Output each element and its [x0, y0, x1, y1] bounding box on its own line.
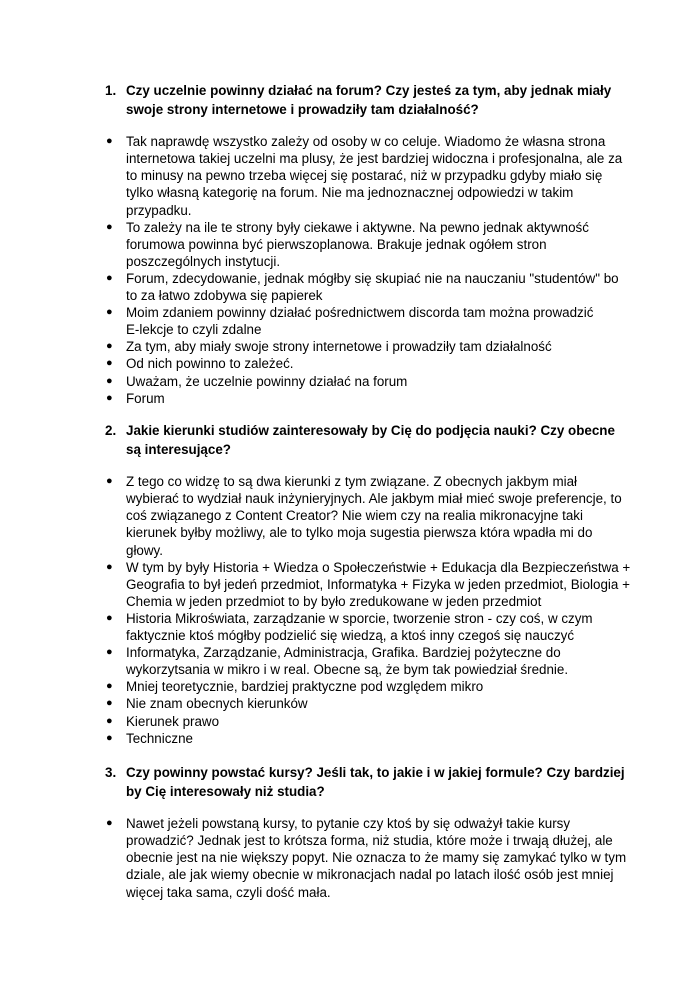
list-item [0, 338, 698, 355]
answer-line: więcej taka sama, czyli dość mała. [126, 884, 331, 900]
section-3 [0, 764, 698, 901]
answer-line: Moim zdaniem powinny działać pośrednictwem discorda tam można prowadzić [126, 305, 594, 321]
answer-line: To zależy na ile te strony były ciekawe i aktywne. Na pewno jednak aktywność [126, 219, 589, 235]
answer-line: Od nich powinno to zależeć. [126, 356, 294, 372]
answer-list [0, 473, 698, 747]
bullet-icon: ● [106, 680, 113, 693]
list-item [0, 133, 698, 218]
list-item [0, 355, 698, 372]
bullet-icon: ● [106, 475, 113, 488]
question-heading [0, 422, 698, 459]
answer-line: Chemia w jeden przedmiot to by było zredukowane w jeden przedmiot [126, 593, 542, 609]
bullet-icon: ● [106, 391, 113, 404]
list-item [0, 390, 698, 407]
list-item [0, 678, 698, 695]
question-line: swoje strony internetowe i prowadziły tam działalność? [126, 101, 479, 117]
list-item [0, 644, 698, 678]
answer-line: Nawet jeżeli powstaną kursy, to pytanie czy ktoś by się odważył takie kursy [126, 816, 571, 832]
list-item [0, 713, 698, 730]
answer-line: internetowa takiej uczelni ma plusy, że jest bardziej widoczna i profesjonalna, ale za [126, 151, 623, 167]
answer-line: Geografia to był jedeń przedmiot, Informatyka + Fizyka w jeden przedmiot, Biologia + [126, 576, 630, 592]
question-line: by Cię interesowały niż studia? [126, 783, 325, 799]
answer-line: Za tym, aby miały swoje strony internetowe i prowadziły tam działalność [126, 339, 552, 355]
bullet-icon: ● [106, 611, 113, 624]
answer-line: Informatyka, Zarządzanie, Administracja, Grafika. Bardziej pożyteczne do [126, 645, 561, 661]
answer-line: to za łatwo zdobywa się papierek [126, 288, 323, 304]
question-heading [0, 82, 698, 119]
answer-line: faktycznie ktoś mógłby podzielić się wiedzą, a ktoś inny czegoś się nauczyć [126, 628, 575, 644]
question-number: 1. [105, 83, 117, 98]
bullet-icon: ● [106, 271, 113, 284]
answer-line: poszczególnych instytucji. [126, 253, 281, 269]
bullet-icon: ● [106, 731, 113, 744]
question-heading [0, 764, 698, 801]
bullet-icon: ● [106, 714, 113, 727]
answer-line: wybierać to wydział nauk inżynieryjnych. Ale jakbym miał mieć swoje preferencje, to [126, 491, 622, 507]
answer-line: E-lekcje to czyli zdalne [126, 322, 262, 338]
section-1 [0, 82, 698, 407]
bullet-icon: ● [106, 340, 113, 353]
answer-line: tylko własną kategorię na forum. Nie ma jednoznacznej odpowiedzi w takim [126, 185, 574, 201]
answer-line: dziale, ale jak wiemy obecnie w mikronacjach nadal po latach ilość osób jest mniej [126, 867, 614, 883]
question-number: 3. [105, 765, 117, 780]
question-line: Czy uczelnie powinny działać na forum? Czy jesteś za tym, aby jednak miały [126, 83, 612, 98]
answer-line: głowy. [126, 542, 163, 558]
answer-list [0, 815, 698, 900]
bullet-icon: ● [106, 357, 113, 370]
answer-line: Forum [126, 390, 165, 406]
list-item [0, 730, 698, 747]
bullet-icon: ● [106, 306, 113, 319]
bullet-icon: ● [106, 220, 113, 233]
answer-line: Tak naprawdę wszystko zależy od osoby w co celuje. Wiadomo że własna strona [126, 134, 606, 150]
question-line: Jakie kierunki studiów zainteresowały by Cię do podjęcia nauki? Czy obecne [126, 423, 615, 438]
answer-line: W tym by były Historia + Wiedza o Społeczeństwie + Edukacja dla Bezpieczeństwa + [126, 559, 631, 575]
answer-list [0, 133, 698, 407]
answer-line: Forum, zdecydowanie, jednak mógłby się skupiać nie na nauczaniu "studentów" bo [126, 270, 619, 286]
answer-line: Historia Mikroświata, zarządzanie w sporcie, tworzenie stron - czy coś, w czym [126, 610, 593, 626]
list-item [0, 815, 698, 900]
list-item [0, 559, 698, 610]
answer-line: Techniczne [126, 730, 193, 746]
list-item [0, 610, 698, 644]
bullet-icon: ● [106, 135, 113, 148]
answer-line: przypadku. [126, 202, 192, 218]
answer-line: coś związanego z Content Creator? Nie wiem czy na realia mikronacyjne taki [126, 508, 583, 524]
question-number: 2. [105, 423, 117, 438]
list-item [0, 270, 698, 304]
bullet-icon: ● [106, 560, 113, 573]
bullet-icon: ● [106, 374, 113, 387]
answer-line: Uważam, że uczelnie powinny działać na forum [126, 373, 408, 389]
bullet-icon: ● [106, 646, 113, 659]
answer-line: Mniej teoretycznie, bardziej praktyczne pod względem mikro [126, 679, 484, 695]
list-item [0, 373, 698, 390]
list-item [0, 219, 698, 270]
list-item [0, 695, 698, 712]
answer-line: Z tego co widzę to są dwa kierunki z tym związane. Z obecnych jakbym miał [126, 474, 577, 490]
bullet-icon: ● [106, 817, 113, 830]
list-item [0, 304, 698, 338]
answer-line: wykorzytsania w mikro i w real. Obecne są, że bym tak powiedział średnie. [126, 662, 569, 678]
question-line: są interesujące? [126, 441, 231, 457]
answer-line: kierunek byłby możliwy, ale to tylko moja sugestia pierwsza która wpadła mi do [126, 525, 593, 541]
bullet-icon: ● [106, 697, 113, 710]
answer-line: to minusy na pewno trzeba więcej się postarać, niż w przypadku gdyby miało się [126, 168, 603, 184]
list-item [0, 473, 698, 558]
section-2 [0, 422, 698, 747]
question-line: Czy powinny powstać kursy? Jeśli tak, to jakie i w jakiej formule? Czy bardziej [126, 765, 625, 780]
answer-line: prowadzić? Jednak jest to krótsza forma, niż studia, które może i trwają dłużej, ale [126, 833, 613, 849]
answer-line: obecnie jest na nie większy popyt. Nie oznacza to że mamy się zamykać tylko w tym [126, 850, 627, 866]
answer-line: Kierunek prawo [126, 713, 220, 729]
answer-line: forumowa powinna być pierwszoplanowa. Brakuje jednak ogółem stron [126, 236, 547, 252]
answer-line: Nie znam obecnych kierunków [126, 696, 308, 712]
